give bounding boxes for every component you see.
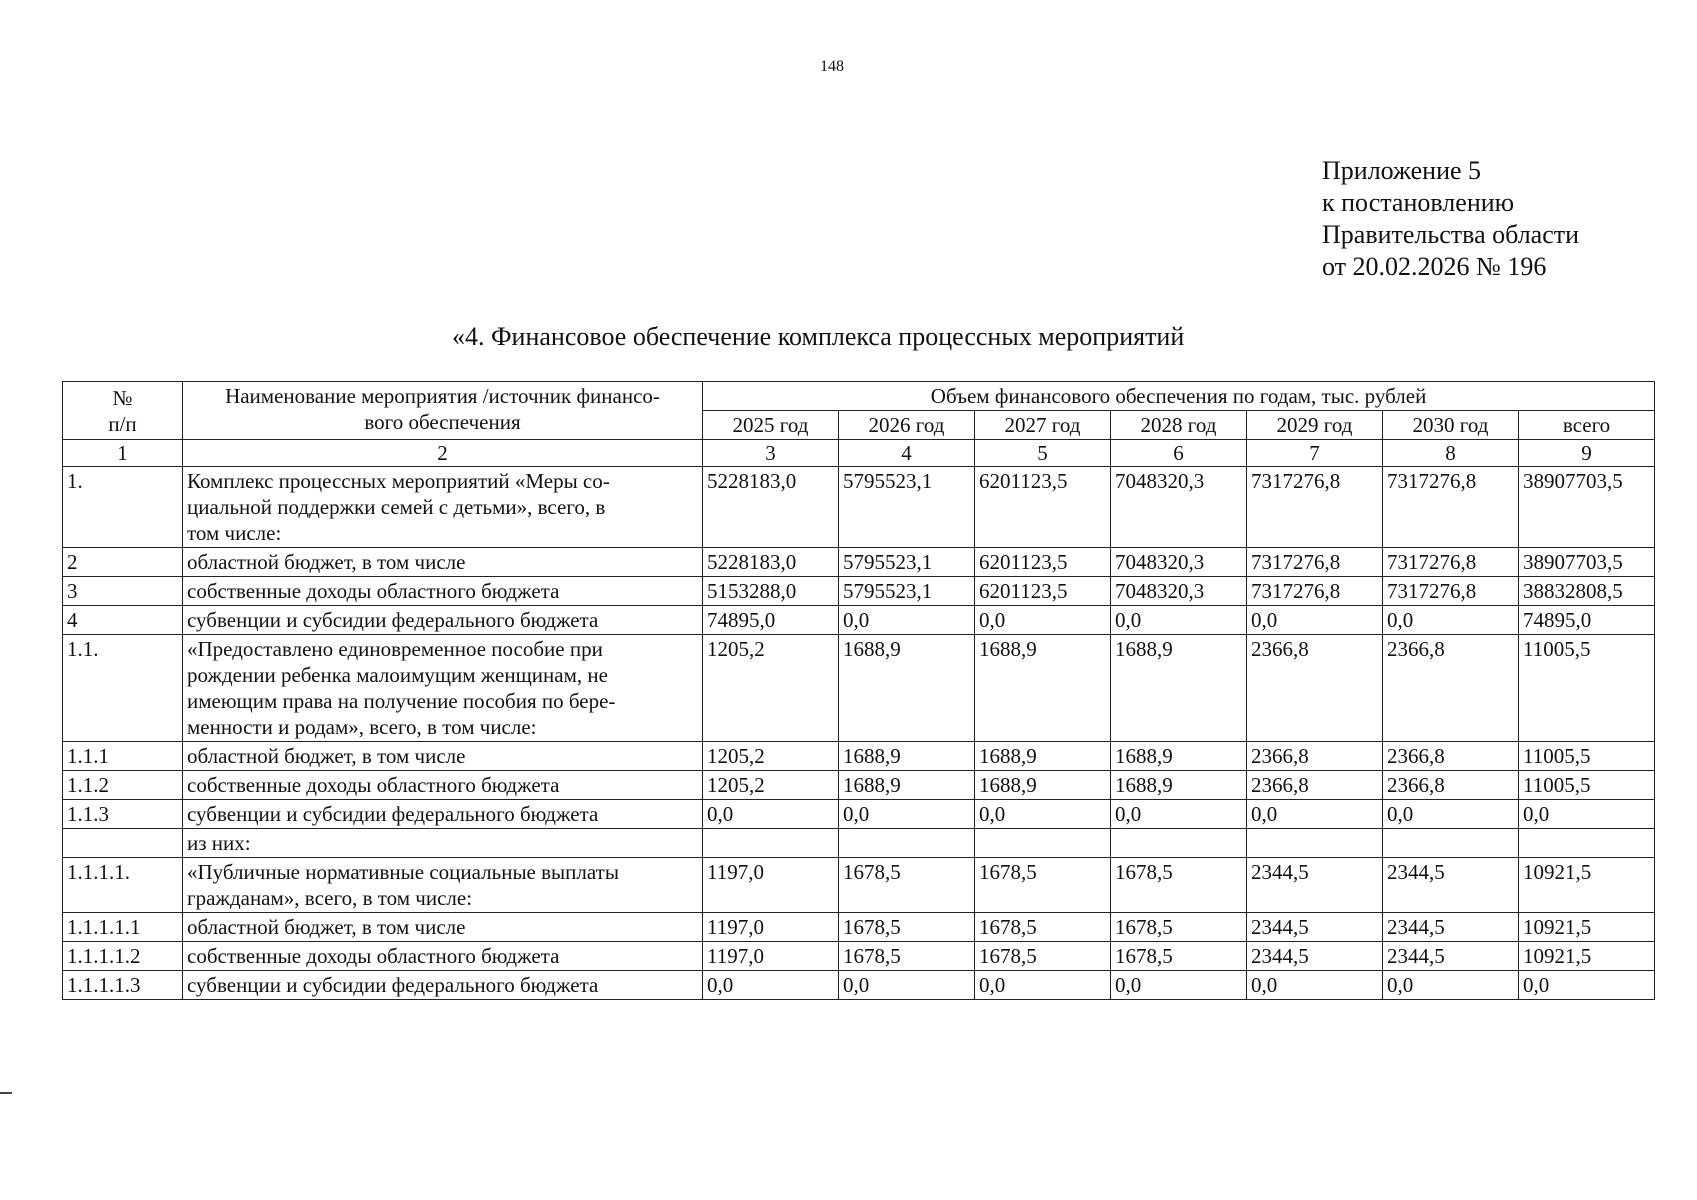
page-number: 148 <box>820 58 844 75</box>
row-value: 5228183,0 <box>703 548 839 577</box>
row-total: 11005,5 <box>1519 742 1655 771</box>
header-row-group <box>63 382 1655 411</box>
row-value: 0,0 <box>1247 971 1383 1000</box>
row-value: 2366,8 <box>1247 742 1383 771</box>
row-value: 0,0 <box>703 800 839 829</box>
row-value: 2344,5 <box>1383 942 1519 971</box>
row-number: 1.1.1.1. <box>63 858 183 913</box>
row-value: 1678,5 <box>1111 913 1247 942</box>
row-value: 1197,0 <box>703 858 839 913</box>
row-value: 0,0 <box>839 800 975 829</box>
header-group: Объем финансового обеспечения по годам, тыс. рублей <box>703 382 1655 411</box>
header-year: 2029 год <box>1247 411 1383 440</box>
appendix-line: к постановлению <box>1322 188 1515 217</box>
row-name: субвенции и субсидии федерального бюджета <box>183 800 703 829</box>
row-value: 2344,5 <box>1383 858 1519 913</box>
row-value: 5795523,1 <box>839 577 975 606</box>
table-row <box>63 829 1655 858</box>
header-year: 2026 год <box>839 411 975 440</box>
row-name: «Публичные нормативные социальные выплаты гражданам», всего, в том числе: <box>183 858 703 913</box>
row-value: 1197,0 <box>703 913 839 942</box>
row-value: 2344,5 <box>1247 942 1383 971</box>
column-number: 7 <box>1247 440 1383 467</box>
row-number: 1.1.1 <box>63 742 183 771</box>
row-number: 2 <box>63 548 183 577</box>
row-value <box>1111 829 1247 858</box>
row-value: 2366,8 <box>1383 635 1519 742</box>
table-row <box>63 942 1655 971</box>
row-value: 2344,5 <box>1247 858 1383 913</box>
row-value: 2366,8 <box>1383 771 1519 800</box>
row-value <box>1247 829 1383 858</box>
row-name: Комплекс процессных мероприятий «Меры со- циальной поддержки семей с детьми», всего, в том числе: <box>183 467 703 548</box>
table-row <box>63 548 1655 577</box>
row-value: 1688,9 <box>839 742 975 771</box>
row-number <box>63 829 183 858</box>
row-value: 2366,8 <box>1247 635 1383 742</box>
row-total <box>1519 829 1655 858</box>
row-value: 7317276,8 <box>1247 548 1383 577</box>
row-value: 7048320,3 <box>1111 548 1247 577</box>
header-year: 2025 год <box>703 411 839 440</box>
header-number: № п/п <box>63 382 183 440</box>
document-title: «4. Финансовое обеспечение комплекса процессных мероприятий <box>452 322 1185 351</box>
margin-mark <box>0 1092 12 1094</box>
row-total: 10921,5 <box>1519 858 1655 913</box>
row-value: 0,0 <box>1383 800 1519 829</box>
row-value: 0,0 <box>1247 606 1383 635</box>
row-value: 1688,9 <box>975 771 1111 800</box>
row-number: 1.1. <box>63 635 183 742</box>
row-name: субвенции и субсидии федерального бюджета <box>183 606 703 635</box>
header-total: всего <box>1519 411 1655 440</box>
row-value: 7317276,8 <box>1383 548 1519 577</box>
row-value: 1688,9 <box>839 635 975 742</box>
row-value: 1688,9 <box>975 635 1111 742</box>
row-value: 1678,5 <box>1111 942 1247 971</box>
row-number: 4 <box>63 606 183 635</box>
row-value: 1197,0 <box>703 942 839 971</box>
row-value: 7317276,8 <box>1247 467 1383 548</box>
header-row-numbering <box>63 440 1655 467</box>
row-value: 0,0 <box>839 606 975 635</box>
row-total: 74895,0 <box>1519 606 1655 635</box>
table-row <box>63 913 1655 942</box>
row-value: 1678,5 <box>975 942 1111 971</box>
row-name: из них: <box>183 829 703 858</box>
row-total: 11005,5 <box>1519 635 1655 742</box>
appendix-line: от 20.02.2026 № 196 <box>1322 252 1547 281</box>
row-value: 74895,0 <box>703 606 839 635</box>
row-value <box>975 829 1111 858</box>
row-name: собственные доходы областного бюджета <box>183 942 703 971</box>
row-value: 0,0 <box>975 971 1111 1000</box>
column-number: 4 <box>839 440 975 467</box>
table-body <box>63 467 1655 1000</box>
row-total: 0,0 <box>1519 971 1655 1000</box>
row-number: 1. <box>63 467 183 548</box>
row-total: 38907703,5 <box>1519 467 1655 548</box>
row-value: 6201123,5 <box>975 548 1111 577</box>
row-name: собственные доходы областного бюджета <box>183 577 703 606</box>
appendix-block <box>1322 155 1579 283</box>
row-value: 2344,5 <box>1383 913 1519 942</box>
column-number: 1 <box>63 440 183 467</box>
row-total: 38832808,5 <box>1519 577 1655 606</box>
row-value: 0,0 <box>975 800 1111 829</box>
financing-table <box>62 381 1655 1000</box>
row-total: 10921,5 <box>1519 913 1655 942</box>
row-value: 0,0 <box>975 606 1111 635</box>
table-row <box>63 800 1655 829</box>
row-value <box>703 829 839 858</box>
row-name: областной бюджет, в том числе <box>183 548 703 577</box>
row-value: 2366,8 <box>1383 742 1519 771</box>
row-value: 7317276,8 <box>1247 577 1383 606</box>
column-number: 8 <box>1383 440 1519 467</box>
appendix-line: Правительства области <box>1322 220 1580 249</box>
row-value: 6201123,5 <box>975 577 1111 606</box>
row-number: 1.1.1.1.1 <box>63 913 183 942</box>
row-value: 0,0 <box>1383 971 1519 1000</box>
column-number: 3 <box>703 440 839 467</box>
header-name: Наименование мероприятия /источник финансо- вого обеспечения <box>183 382 703 440</box>
row-name: «Предоставлено единовременное пособие при рождении ребенка малоимущим женщинам, не имеющим права на получение пособия по бере- менности и родам», всего, в том числе: <box>183 635 703 742</box>
row-number: 1.1.1.1.2 <box>63 942 183 971</box>
row-value: 2344,5 <box>1247 913 1383 942</box>
row-value: 1688,9 <box>839 771 975 800</box>
row-name: областной бюджет, в том числе <box>183 913 703 942</box>
header-year: 2030 год <box>1383 411 1519 440</box>
row-value: 0,0 <box>703 971 839 1000</box>
table-row <box>63 635 1655 742</box>
row-value: 1205,2 <box>703 742 839 771</box>
table-row <box>63 467 1655 548</box>
row-total: 10921,5 <box>1519 942 1655 971</box>
row-value: 1678,5 <box>839 858 975 913</box>
row-name: областной бюджет, в том числе <box>183 742 703 771</box>
row-value: 0,0 <box>839 971 975 1000</box>
row-value: 0,0 <box>1247 800 1383 829</box>
row-value: 1688,9 <box>1111 771 1247 800</box>
row-name: собственные доходы областного бюджета <box>183 771 703 800</box>
appendix-line: Приложение 5 <box>1322 156 1482 185</box>
row-value: 1678,5 <box>975 858 1111 913</box>
row-total: 11005,5 <box>1519 771 1655 800</box>
table-row <box>63 577 1655 606</box>
row-value: 5795523,1 <box>839 467 975 548</box>
row-number: 1.1.1.1.3 <box>63 971 183 1000</box>
row-value: 7048320,3 <box>1111 577 1247 606</box>
row-value: 7048320,3 <box>1111 467 1247 548</box>
column-number: 5 <box>975 440 1111 467</box>
row-name: субвенции и субсидии федерального бюджета <box>183 971 703 1000</box>
row-number: 1.1.3 <box>63 800 183 829</box>
row-value <box>839 829 975 858</box>
row-value: 0,0 <box>1111 800 1247 829</box>
column-number: 2 <box>183 440 703 467</box>
table-row <box>63 742 1655 771</box>
row-value: 7317276,8 <box>1383 577 1519 606</box>
row-value: 1688,9 <box>975 742 1111 771</box>
row-value: 1205,2 <box>703 635 839 742</box>
row-value: 1205,2 <box>703 771 839 800</box>
row-value: 5153288,0 <box>703 577 839 606</box>
row-value: 7317276,8 <box>1383 467 1519 548</box>
row-value: 6201123,5 <box>975 467 1111 548</box>
column-number: 9 <box>1519 440 1655 467</box>
row-value: 5795523,1 <box>839 548 975 577</box>
row-value: 0,0 <box>1111 606 1247 635</box>
row-value: 1678,5 <box>975 913 1111 942</box>
row-value: 0,0 <box>1111 971 1247 1000</box>
row-value: 2366,8 <box>1247 771 1383 800</box>
row-number: 3 <box>63 577 183 606</box>
table-row <box>63 606 1655 635</box>
row-number: 1.1.2 <box>63 771 183 800</box>
row-value: 1678,5 <box>839 913 975 942</box>
row-value: 1688,9 <box>1111 742 1247 771</box>
row-value: 1678,5 <box>1111 858 1247 913</box>
row-value: 5228183,0 <box>703 467 839 548</box>
row-value: 1688,9 <box>1111 635 1247 742</box>
header-year: 2028 год <box>1111 411 1247 440</box>
row-total: 38907703,5 <box>1519 548 1655 577</box>
table-row <box>63 971 1655 1000</box>
table-row <box>63 858 1655 913</box>
column-number: 6 <box>1111 440 1247 467</box>
row-value <box>1383 829 1519 858</box>
row-value: 1678,5 <box>839 942 975 971</box>
row-total: 0,0 <box>1519 800 1655 829</box>
header-year: 2027 год <box>975 411 1111 440</box>
table-row <box>63 771 1655 800</box>
row-value: 0,0 <box>1383 606 1519 635</box>
